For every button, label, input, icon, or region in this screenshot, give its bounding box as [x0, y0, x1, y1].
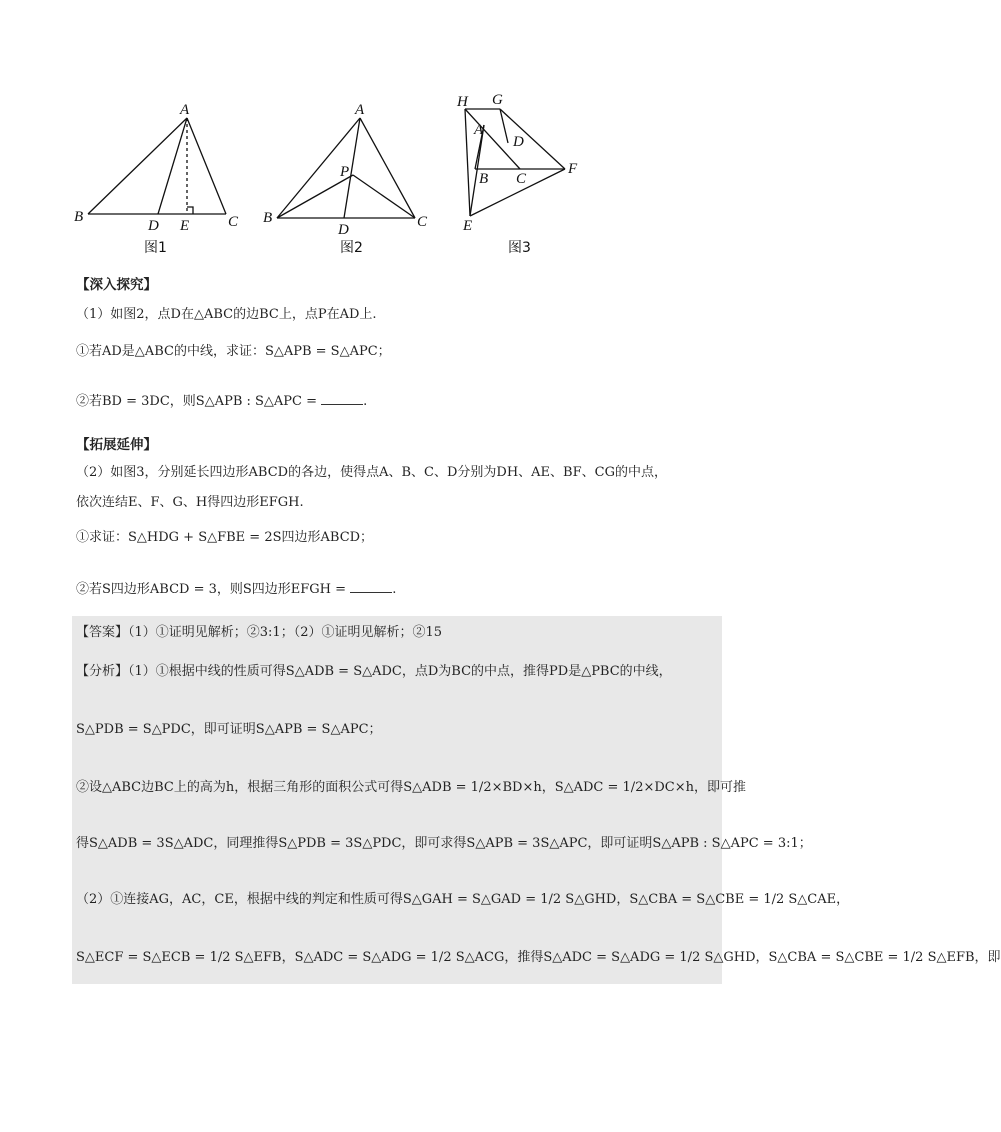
- fig1-label-e: E: [180, 218, 190, 234]
- fig3-label-f: F: [568, 161, 578, 177]
- fig2-label-a: A: [355, 102, 365, 118]
- fig3-segment-hc: [465, 109, 520, 169]
- analysis-line-2: S△PDB = S△PDC，即可证明S△APB = S△APC；: [76, 722, 382, 737]
- fig2-label-d: D: [338, 222, 349, 238]
- question-2-part-1: ①求证：S△HDG + S△FBE = 2S四边形ABCD；: [76, 530, 374, 545]
- fig3-side-eh: [465, 109, 470, 216]
- fig3-label-h: H: [457, 94, 468, 110]
- answer-line: 【答案】（1）①证明见解析；②3:1；（2）①证明见解析；②15: [76, 625, 443, 640]
- section-heading-extension: 【拓展延伸】: [76, 437, 157, 453]
- fig2-label-p: P: [340, 164, 350, 180]
- fig1-caption: 图1: [144, 240, 167, 256]
- figure-1: [88, 118, 226, 214]
- fig3-segment-gd: [500, 109, 508, 143]
- geometry-figures: [60, 88, 620, 263]
- fig3-label-a: A: [474, 122, 484, 138]
- fig1-label-d: D: [148, 218, 159, 234]
- fig3-label-e: E: [463, 218, 473, 234]
- fig1-side-ac: [187, 118, 226, 214]
- analysis-line-3: ②设△ABC边BC上的高为h，根据三角形的面积公式可得S△ADB = 1/2×BD×h，S△ADC = 1/2×DC×h，即可推: [76, 780, 746, 795]
- figures-panel: [60, 88, 620, 263]
- fig2-side-ac: [360, 118, 415, 218]
- question-2-part-2-text: ②若S四边形ABCD = 3，则S四边形EFGH =: [76, 582, 347, 597]
- question-1-part-2-text: ②若BD = 3DC，则S△APB : S△APC =: [76, 394, 318, 409]
- fig2-segment-pc: [353, 175, 415, 218]
- question-1-part-2: ②若BD = 3DC，则S△APB : S△APC = .: [76, 394, 368, 409]
- fig1-label-c: C: [228, 214, 239, 230]
- question-2-intro-line-2: 依次连结E、F、G、H得四边形EFGH.: [76, 495, 304, 510]
- fig3-label-d: D: [513, 134, 524, 150]
- fig3-label-c: C: [516, 171, 527, 187]
- question-1-intro: （1）如图2，点D在△ABC的边BC上，点P在AD上.: [76, 307, 377, 322]
- analysis-line-6: S△ECF = S△ECB = 1/2 S△EFB，S△ADC = S△ADG = 1/2 S△ACG，推得S△ADC = S△ADG = 1/2 S△GHD，S△CBA = S△CBE = 1/2 S△EFB，即: [76, 950, 1001, 965]
- answer-blank-1[interactable]: [321, 392, 363, 405]
- answer-blank-2[interactable]: [350, 580, 392, 593]
- fig3-label-b: B: [479, 171, 489, 187]
- fig1-right-angle: [187, 207, 193, 214]
- analysis-line-4: 得S△ADB = 3S△ADC，同理推得S△PDB = 3S△PDC，即可求得S△APB = 3S△APC，即可证明S△APB : S△APC = 3:1；: [76, 836, 812, 851]
- question-2-part-2: ②若S四边形ABCD = 3，则S四边形EFGH = .: [76, 582, 397, 597]
- fig1-label-a: A: [180, 102, 190, 118]
- analysis-line-5: （2）①连接AG，AC，CE，根据中线的判定和性质可得S△GAH = S△GAD = 1/2 S△GHD，S△CBA = S△CBE = 1/2 S△CAE，: [76, 892, 850, 907]
- fig3-side-gf: [500, 109, 565, 169]
- fig1-label-b: B: [74, 209, 84, 225]
- fig2-label-b: B: [263, 210, 273, 226]
- fig3-caption: 图3: [508, 240, 531, 256]
- question-2-intro-line-1: （2）如图3，分别延长四边形ABCD的各边，使得点A、B、C、D分别为DH、AE、BF、CG的中点，: [76, 465, 667, 480]
- question-1-part-1: ①若AD是△ABC的中线，求证：S△APB = S△APC；: [76, 344, 391, 359]
- fig2-label-c: C: [417, 214, 428, 230]
- analysis-line-1: 【分析】（1）①根据中线的性质可得S△ADB = S△ADC，点D为BC的中点，推得PD是△PBC的中线，: [76, 664, 672, 679]
- fig2-caption: 图2: [340, 240, 363, 256]
- fig2-segment-bp: [277, 175, 353, 218]
- fig3-label-g: G: [492, 92, 503, 108]
- section-heading-deep-exploration: 【深入探究】: [76, 277, 157, 293]
